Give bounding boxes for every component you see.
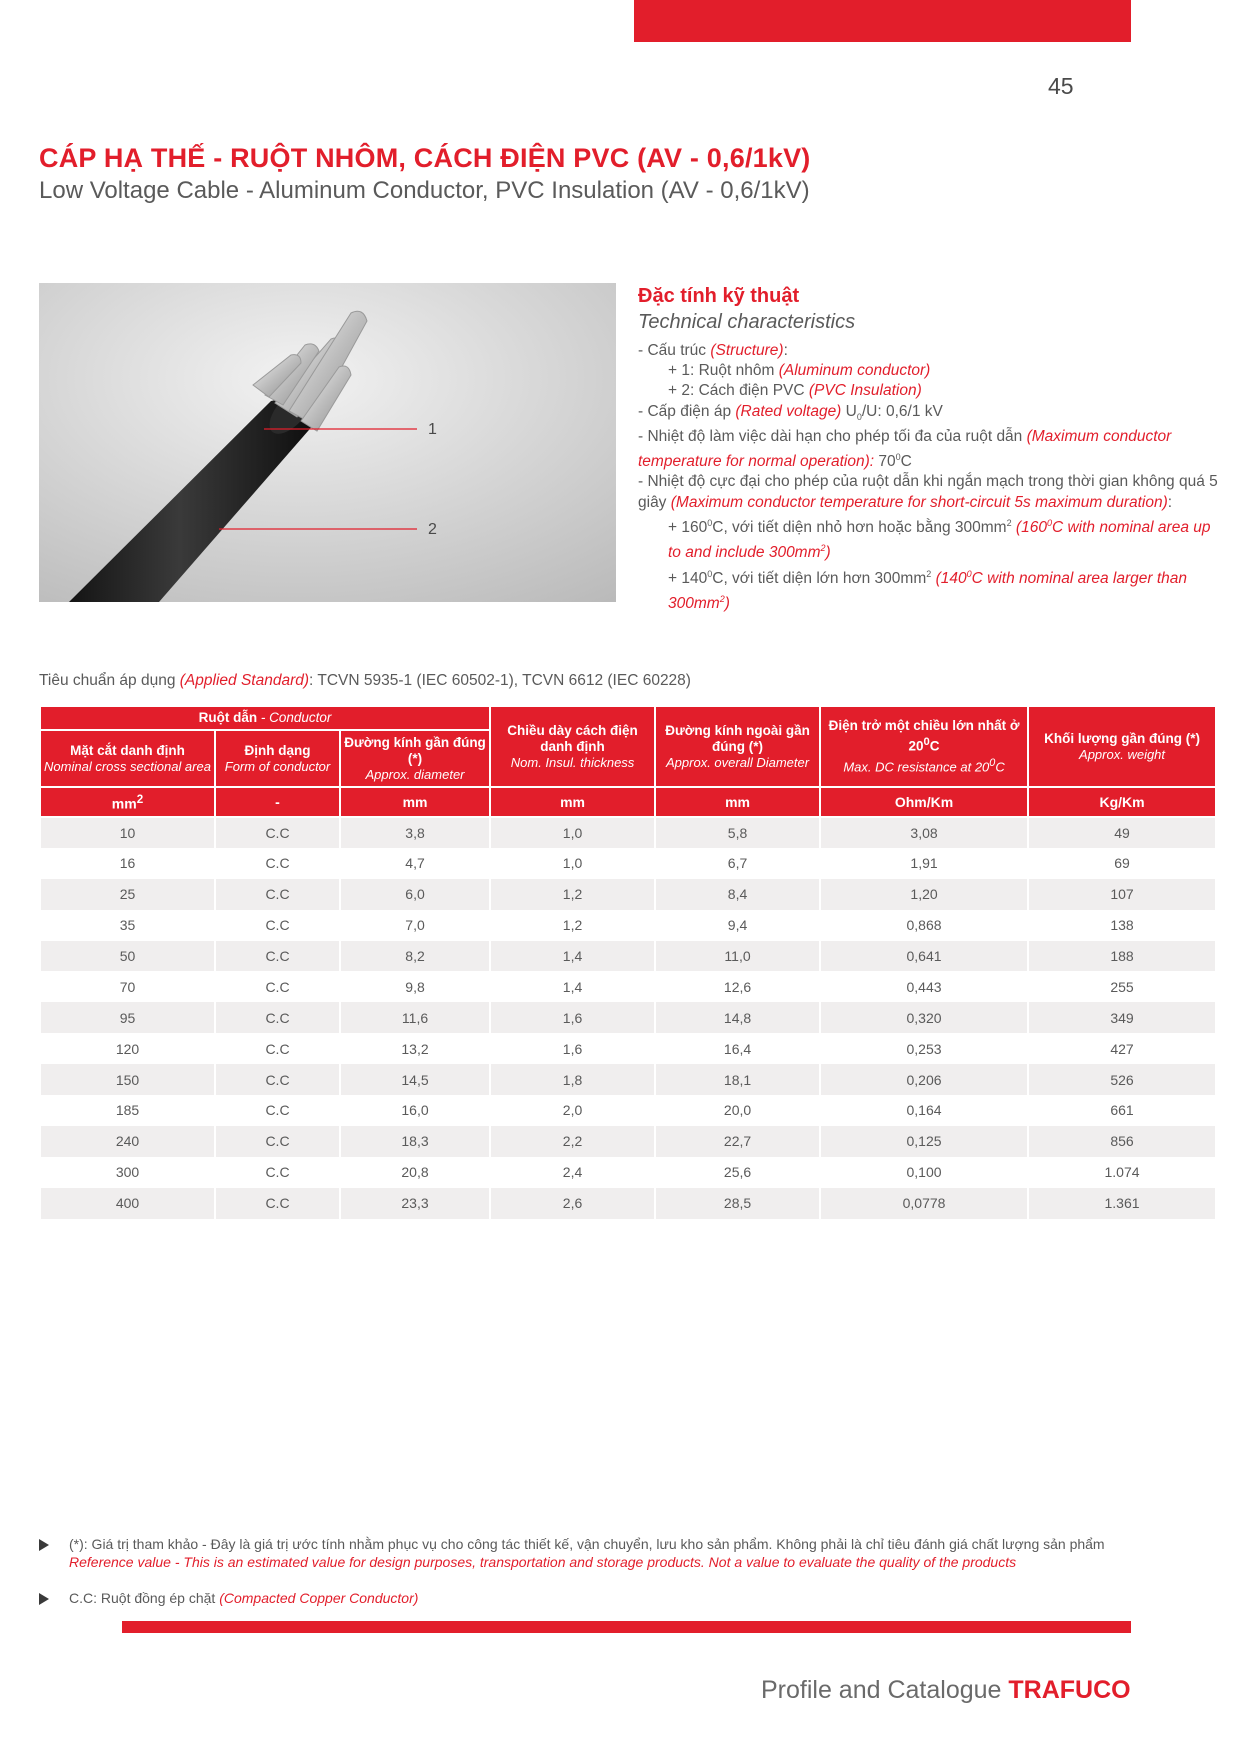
table-cell: 12,6 <box>655 971 820 1002</box>
table-row <box>40 1095 1216 1126</box>
table-cell: 50 <box>40 941 215 972</box>
table-cell: 14,8 <box>655 1002 820 1033</box>
note-text-vi: (*): Giá trị tham khảo - Đây là giá trị ước tính nhằm phục vụ cho công tác thiết kế, vận chuyển, lưu kho sản phẩm. Không phải là chỉ tiêu đánh giá chất lượng sản phẩm <box>69 1536 1105 1552</box>
structure-item-1: + 1: Ruột nhôm (Aluminum conductor) <box>668 362 931 380</box>
unit-cell: - <box>215 787 340 817</box>
unit-cell: Ohm/Km <box>820 787 1028 817</box>
footer: Profile and Catalogue TRAFUCO <box>761 1676 1131 1704</box>
table-cell: 1.361 <box>1028 1188 1216 1219</box>
table-cell: 3,8 <box>340 817 490 848</box>
unit-cell: $mm^2$ <box>40 787 215 817</box>
table-cell: 856 <box>1028 1126 1216 1157</box>
table-cell: 22,7 <box>655 1126 820 1157</box>
page-number: 45 <box>1048 73 1074 99</box>
table-cell: 0,253 <box>820 1033 1028 1064</box>
table-cell: 107 <box>1028 879 1216 910</box>
short-circuit-item-2: + $140^0C$, với tiết diện lớn hơn $300mm^2$ ($140^0C$ with nominal area larger than $300mm^2$) <box>668 568 1188 613</box>
table-cell: 0,100 <box>820 1157 1028 1188</box>
table-cell: 11,0 <box>655 941 820 972</box>
table-cell: 9,8 <box>340 971 490 1002</box>
note-reference-value <box>39 1535 1215 1571</box>
table-cell: 0,0778 <box>820 1188 1028 1219</box>
table-cell: 1,6 <box>490 1033 655 1064</box>
table-row <box>40 848 1216 879</box>
table-cell: 49 <box>1028 817 1216 848</box>
table-cell: 4,7 <box>340 848 490 879</box>
table-cell: C.C <box>215 971 340 1002</box>
table-cell: C.C <box>215 1064 340 1095</box>
table-cell: 16,0 <box>340 1095 490 1126</box>
table-cell: 1,91 <box>820 848 1028 879</box>
table-cell: 0,125 <box>820 1126 1028 1157</box>
col-header-form: Định dạng Form of conductor <box>215 730 340 787</box>
table-cell: 18,1 <box>655 1064 820 1095</box>
page-title: CÁP HẠ THẾ - RUỘT NHÔM, CÁCH ĐIỆN PVC (AV - 0,6/1kV) <box>39 143 811 173</box>
table-cell: 1,2 <box>490 910 655 941</box>
table-cell: C.C <box>215 1126 340 1157</box>
table-cell: C.C <box>215 1095 340 1126</box>
table-row <box>40 971 1216 1002</box>
table-cell: 9,4 <box>655 910 820 941</box>
table-cell: 255 <box>1028 971 1216 1002</box>
brand-name: TRAFUCO <box>1008 1676 1131 1704</box>
structure-line: - Cấu trúc (Structure): <box>638 342 788 359</box>
table-cell: 16,4 <box>655 1033 820 1064</box>
table-cell: 2,4 <box>490 1157 655 1188</box>
triangle-bullet-icon <box>39 1593 49 1605</box>
col-header-insulation: Chiều dày cách điện danh định Nom. Insul. thickness <box>490 706 655 787</box>
table-cell: 300 <box>40 1157 215 1188</box>
operating-temp-line: - Nhiệt độ làm việc dài hạn cho phép tối đa của ruột dẫn (Maximum conductor temperature for normal operation): $70^0C$ <box>638 427 1172 471</box>
table-cell: 20,8 <box>340 1157 490 1188</box>
table-cell: 1,0 <box>490 817 655 848</box>
table-cell: 8,2 <box>340 941 490 972</box>
table-cell: C.C <box>215 848 340 879</box>
table-cell: 2,2 <box>490 1126 655 1157</box>
table-cell: 16 <box>40 848 215 879</box>
table-row <box>40 879 1216 910</box>
unit-cell: mm <box>655 787 820 817</box>
table-cell: C.C <box>215 941 340 972</box>
table-cell: 0,320 <box>820 1002 1028 1033</box>
col-header-overall-diameter: Đường kính ngoài gần đúng (*) Approx. overall Diameter <box>655 706 820 787</box>
table-cell: 69 <box>1028 848 1216 879</box>
top-accent-bar <box>634 0 1131 42</box>
table-cell: 25 <box>40 879 215 910</box>
table-cell: 138 <box>1028 910 1216 941</box>
structure-item-2: + 2: Cách điện PVC (PVC Insulation) <box>668 382 922 400</box>
col-header-resistance: Điện trở một chiều lớn nhất ở $20^0C$ Max. DC resistance at $20^0C$ <box>820 706 1028 787</box>
table-cell: 1,2 <box>490 879 655 910</box>
conductor-group-header: Ruột dẫn - Conductor <box>40 706 490 730</box>
spec-table-body <box>40 817 1216 1219</box>
table-cell: 1,20 <box>820 879 1028 910</box>
table-cell: 25,6 <box>655 1157 820 1188</box>
col-header-weight: Khối lượng gần đúng (*) Approx. weight <box>1028 706 1216 787</box>
table-cell: 0,443 <box>820 971 1028 1002</box>
unit-cell: mm <box>490 787 655 817</box>
table-cell: 20,0 <box>655 1095 820 1126</box>
col-header-diameter: Đường kính gần đúng (*) Approx. diameter <box>340 730 490 787</box>
table-cell: 6,0 <box>340 879 490 910</box>
table-cell: C.C <box>215 879 340 910</box>
tech-heading: Đặc tính kỹ thuật <box>638 285 800 307</box>
col-header-cross-section: Mặt cắt danh định Nominal cross sectional area <box>40 730 215 787</box>
table-row <box>40 1157 1216 1188</box>
table-cell: 2,0 <box>490 1095 655 1126</box>
callout-label-2: 2 <box>428 521 437 538</box>
table-cell: 240 <box>40 1126 215 1157</box>
table-cell: C.C <box>215 1033 340 1064</box>
table-row <box>40 1033 1216 1064</box>
table-cell: 120 <box>40 1033 215 1064</box>
table-cell: 150 <box>40 1064 215 1095</box>
table-cell: C.C <box>215 910 340 941</box>
spec-table <box>39 705 1217 1219</box>
table-cell: 0,206 <box>820 1064 1028 1095</box>
table-cell: 0,641 <box>820 941 1028 972</box>
table-cell: 526 <box>1028 1064 1216 1095</box>
table-cell: 8,4 <box>655 879 820 910</box>
table-cell: 1,4 <box>490 971 655 1002</box>
table-row <box>40 1126 1216 1157</box>
triangle-bullet-icon <box>39 1539 49 1551</box>
note-text-en: Reference value - This is an estimated value for design purposes, transportation and storage products. Not a value to evaluate the quality of the products <box>69 1554 1017 1570</box>
table-cell: 7,0 <box>340 910 490 941</box>
table-cell: 3,08 <box>820 817 1028 848</box>
table-cell: 6,7 <box>655 848 820 879</box>
table-row <box>40 941 1216 972</box>
table-cell: 28,5 <box>655 1188 820 1219</box>
table-cell: C.C <box>215 1188 340 1219</box>
table-cell: C.C <box>215 817 340 848</box>
table-cell: 35 <box>40 910 215 941</box>
short-circuit-line: - Nhiệt độ cực đại cho phép của ruột dẫn khi ngắn mạch trong thời gian không quá 5 giây (Maximum conductor temperature for short-circuit 5s maximum duration): <box>638 473 1218 511</box>
table-cell: C.C <box>215 1157 340 1188</box>
table-cell: 14,5 <box>340 1064 490 1095</box>
note-cc <box>39 1589 1215 1607</box>
unit-cell: Kg/Km <box>1028 787 1216 817</box>
table-cell: 13,2 <box>340 1033 490 1064</box>
table-cell: 1,8 <box>490 1064 655 1095</box>
table-cell: 188 <box>1028 941 1216 972</box>
table-cell: 18,3 <box>340 1126 490 1157</box>
unit-cell: mm <box>340 787 490 817</box>
note-text-en: (Compacted Copper Conductor) <box>219 1590 419 1606</box>
note-text-vi: C.C: Ruột đồng ép chặt <box>69 1590 220 1606</box>
table-row <box>40 1002 1216 1033</box>
rated-voltage-line: - Cấp điện áp (Rated voltage) $U_0/U$: 0,6/1 kV <box>638 402 943 422</box>
table-cell: 349 <box>1028 1002 1216 1033</box>
table-cell: 1,4 <box>490 941 655 972</box>
cable-photo <box>39 283 616 602</box>
table-cell: 0,164 <box>820 1095 1028 1126</box>
table-cell: 427 <box>1028 1033 1216 1064</box>
table-cell: 2,6 <box>490 1188 655 1219</box>
table-row <box>40 1188 1216 1219</box>
table-cell: 95 <box>40 1002 215 1033</box>
table-cell: 11,6 <box>340 1002 490 1033</box>
table-row <box>40 817 1216 848</box>
table-cell: 70 <box>40 971 215 1002</box>
table-cell: 1.074 <box>1028 1157 1216 1188</box>
table-cell: C.C <box>215 1002 340 1033</box>
table-cell: 23,3 <box>340 1188 490 1219</box>
table-cell: 400 <box>40 1188 215 1219</box>
table-cell: 1,0 <box>490 848 655 879</box>
callout-label-1: 1 <box>428 421 437 438</box>
notes <box>39 1535 1215 1607</box>
table-row <box>40 1064 1216 1095</box>
table-cell: 661 <box>1028 1095 1216 1126</box>
short-circuit-item-1: + $160^0C$, với tiết diện nhỏ hơn hoặc bằng $300mm^2$ ($160^0C$ with nominal area up to and include $300mm^2$) <box>668 517 1211 562</box>
table-cell: 1,6 <box>490 1002 655 1033</box>
technical-characteristics <box>638 283 1220 614</box>
table-row <box>40 910 1216 941</box>
tech-heading-en: Technical characteristics <box>638 311 856 333</box>
bottom-accent-bar <box>122 1621 1131 1633</box>
table-cell: 185 <box>40 1095 215 1126</box>
table-cell: 5,8 <box>655 817 820 848</box>
table-cell: 0,868 <box>820 910 1028 941</box>
applied-standard: Tiêu chuẩn áp dụng (Applied Standard): TCVN 5935-1 (IEC 60502-1), TCVN 6612 (IEC 60228) <box>39 672 691 689</box>
page-subtitle: Low Voltage Cable - Aluminum Conductor, PVC Insulation (AV - 0,6/1kV) <box>39 177 810 204</box>
table-cell: 10 <box>40 817 215 848</box>
